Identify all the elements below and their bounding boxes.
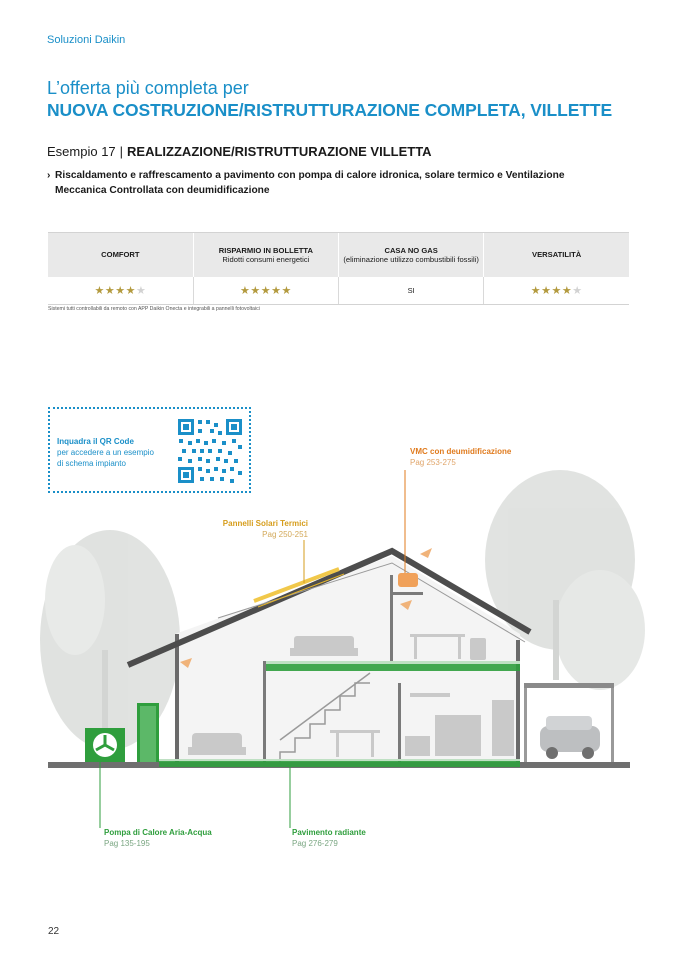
rating-text: SI xyxy=(407,286,415,295)
vmc-unit-icon xyxy=(398,573,418,587)
star-empty-icon: ★ xyxy=(572,285,583,297)
page-title-light: L’offerta più completa per xyxy=(47,78,249,98)
features-header-title: CASA NO GAS xyxy=(384,245,438,255)
description-line-2: Meccanica Controllata con deumidificazione xyxy=(55,185,270,196)
carport xyxy=(524,683,614,765)
callout-heat-pump[interactable] xyxy=(104,827,212,849)
features-header-title: VERSATILITÀ xyxy=(532,250,582,260)
example-separator: | xyxy=(119,144,124,159)
callout-floor-name: Pavimento radiante xyxy=(292,828,366,837)
star-filled-icon: ★ xyxy=(530,285,542,297)
bullet-icon: › xyxy=(47,170,51,181)
star-filled-icon: ★ xyxy=(561,285,573,297)
star-filled-icon: ★ xyxy=(551,285,562,297)
callout-solar[interactable] xyxy=(210,518,308,540)
qr-text-line-2: di schema impianto xyxy=(57,459,126,468)
star-filled-icon: ★ xyxy=(115,285,126,297)
star-filled-icon: ★ xyxy=(281,285,292,297)
star-filled-icon: ★ xyxy=(239,285,251,297)
star-filled-icon: ★ xyxy=(125,285,136,297)
star-filled-icon: ★ xyxy=(94,285,105,297)
features-header-title: COMFORT xyxy=(101,250,140,260)
qr-title: Inquadra il QR Code xyxy=(57,437,134,446)
qr-box[interactable] xyxy=(48,407,251,493)
page-title-bold: NUOVA COSTRUZIONE/RISTRUTTURAZIONE COMPLETA, VILLETTE xyxy=(47,100,613,120)
star-filled-icon: ★ xyxy=(260,285,272,297)
callout-vmc-pages: Pag 253-275 xyxy=(410,458,456,467)
callout-floor[interactable] xyxy=(292,827,366,849)
example-label: Esempio 17 xyxy=(47,144,116,159)
features-header-sub: (eliminazione utilizzo combustibili fossili) xyxy=(343,255,479,264)
qr-code-icon[interactable] xyxy=(176,417,244,485)
example-title: REALIZZAZIONE/RISTRUTTURAZIONE VILLETTA xyxy=(127,144,432,159)
callout-vmc[interactable] xyxy=(410,446,511,468)
star-filled-icon: ★ xyxy=(250,285,261,297)
features-header-title: RISPARMIO IN BOLLETTA xyxy=(218,245,313,255)
callout-solar-pages: Pag 250-251 xyxy=(262,530,308,539)
callout-floor-pages: Pag 276-279 xyxy=(292,839,338,848)
callout-vmc-name: VMC con deumidificazione xyxy=(410,447,512,456)
section-label: Soluzioni Daikin xyxy=(47,34,126,46)
description-line-1: Riscaldamento e raffrescamento a pavimento con pompa di calore idronica, solare termico e Ventilazione xyxy=(55,170,565,181)
star-empty-icon: ★ xyxy=(135,285,147,297)
callout-heat-pump-name: Pompa di Calore Aria-Acqua xyxy=(104,828,212,837)
star-filled-icon: ★ xyxy=(104,285,116,297)
page-number: 22 xyxy=(48,926,60,937)
footnote: Sistemi tutti controllabili da remoto con APP Daikin Onecta e integrabili a pannelli fotovoltaici xyxy=(48,306,260,312)
star-filled-icon: ★ xyxy=(271,285,282,297)
star-filled-icon: ★ xyxy=(541,285,552,297)
features-header-sub: Ridotti consumi energetici xyxy=(222,255,310,264)
qr-text-line-1: per accedere a un esempio xyxy=(57,448,154,457)
callout-heat-pump-pages: Pag 135-195 xyxy=(104,839,150,848)
callout-solar-name: Pannelli Solari Termici xyxy=(222,519,308,528)
radiant-floor xyxy=(48,759,630,768)
